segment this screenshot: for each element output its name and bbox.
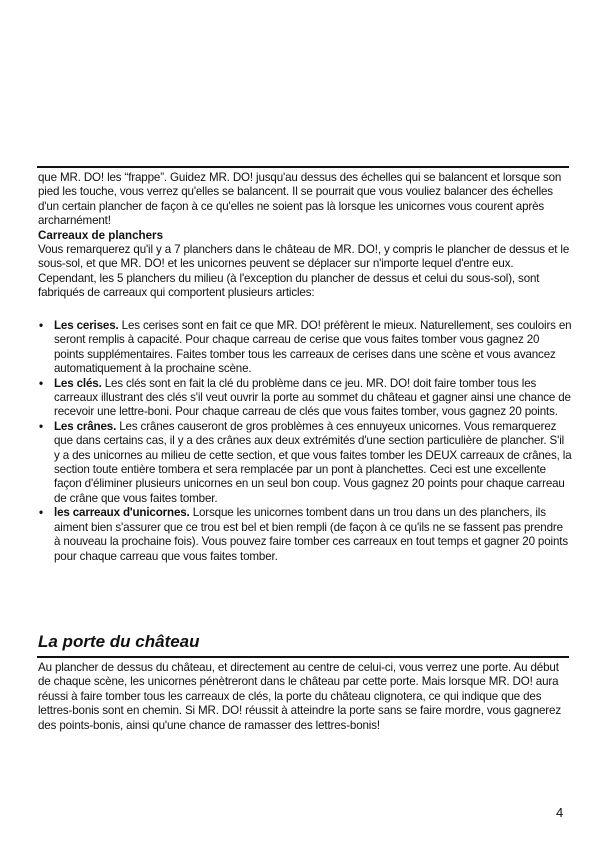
bullet-label: les carreaux d'unicornes. (54, 506, 190, 520)
bullet-label: Les crânes. (54, 419, 117, 433)
top-divider (37, 166, 569, 168)
floors-heading: Carreaux de planchers (38, 229, 164, 242)
page-number: 4 (556, 805, 564, 820)
list-item-unicorns (38, 506, 572, 564)
intro-paragraph: que MR. DO! les “frappe”. Guidez MR. DO! jusqu'au dessus des échelles qui se balancent et lorsque son pied les touche, vous verrez qu'elles se balancent. Il se pourrait que vous vouliez balancer des échelles d'un certain plancher de façon à ce qu'elles ne soient pas là lorsque les unicornes vous courent après archarnément! (38, 171, 562, 228)
list-item-skulls (38, 420, 572, 506)
bullet-icon: • (39, 506, 43, 520)
door-heading: La porte du château (38, 632, 200, 651)
bullet-icon: • (39, 419, 43, 433)
bullet-icon: • (39, 376, 43, 390)
bullet-text: Les clés sont en fait la clé du problème dans ce jeu. MR. DO! doit faire tomber tous les carreaux illustrant des clés s'il veut ouvrir la porte au sommet du château et gagner ainsi une chance de recevoir une lettre-boni. Pour chaque carreau de clés que vous faites tomber, vous gagnez 20 points. (54, 376, 571, 419)
bullet-label: Les clés. (54, 376, 102, 390)
bullet-text: Lorsque les unicornes tombent dans un trou dans un des planchers, ils aiment bien s'assurer que ce trou est bel et bien rempli (de façon à ce qu'ils ne se fassent pas prendre à nouveau la prochaine fois). Vous pouvez faire tomber ces carreaux en tout temps et gagner 20 points pour chaque carreau que vous faites tomber. (54, 506, 568, 563)
tile-list (38, 319, 572, 564)
bullet-text: Les crânes causeront de gros problèmes à ces ennuyeux unicornes. Vous remarquerez que dans certains cas, il y a des crânes aux deux extrémités d'une section particulière de plancher. S'il y a des unicornes au milieu de cette section, et que vous faites tomber les DEUX carreaux de crânes, la section toute entière tombera et sera remplacée par un pont à planchettes. Ceci est une excellente façon d'éliminer plusieurs unicornes en un seul bon coup. Vous gagnez 20 points pour chaque carreau de crâne que vous faites tomber. (54, 419, 572, 505)
list-item-cherries (38, 319, 572, 377)
door-paragraph: Au plancher de dessus du château, et directement au centre de celui-ci, vous verrez une porte. Au début de chaque scène, les unicornes pénètreront dans le château par cette porte. Mais lorsque MR. DO! aura réussi à faire tomber tous les carreaux de clés, la porte du château clignotera, ce qui indique que des lettres-bonis sont en chemin. Si MR. DO! réussit à atteindre la porte sans se faire mordre, vous gagnerez des points-bonis, ainsi qu'une chance de ramasser des lettres-bonis! (38, 661, 561, 732)
list-item-keys (38, 377, 572, 420)
floors-paragraph: Vous remarquerez qu'il y a 7 planchers dans le château de MR. DO!, y compris le plancher de dessus et le sous-sol, et que MR. DO! et les unicornes peuvent se déplacer sur n'importe lequel d'entre eux. Cependant, les 5 planchers du milieu (à l'exception du plancher de dessus et celui du sous-sol), sont fabriqués de carreaux qui comportent plusieurs articles: (38, 243, 570, 300)
bullet-icon: • (39, 319, 43, 332)
section-divider (37, 656, 569, 658)
bullet-text: Les cerises sont en fait ce que MR. DO! préfèrent le mieux. Naturellement, ses couloirs en seront remplis à capacité. Pour chaque carreau de cerise que vous faites tomber vous gagnez 20 points supplémentaires. Faites tomber tous les carreaux de cerises dans une scène et vous avancez automatiquement à la prochaine scène. (54, 319, 572, 376)
bullet-label: Les cerises. (54, 319, 119, 332)
